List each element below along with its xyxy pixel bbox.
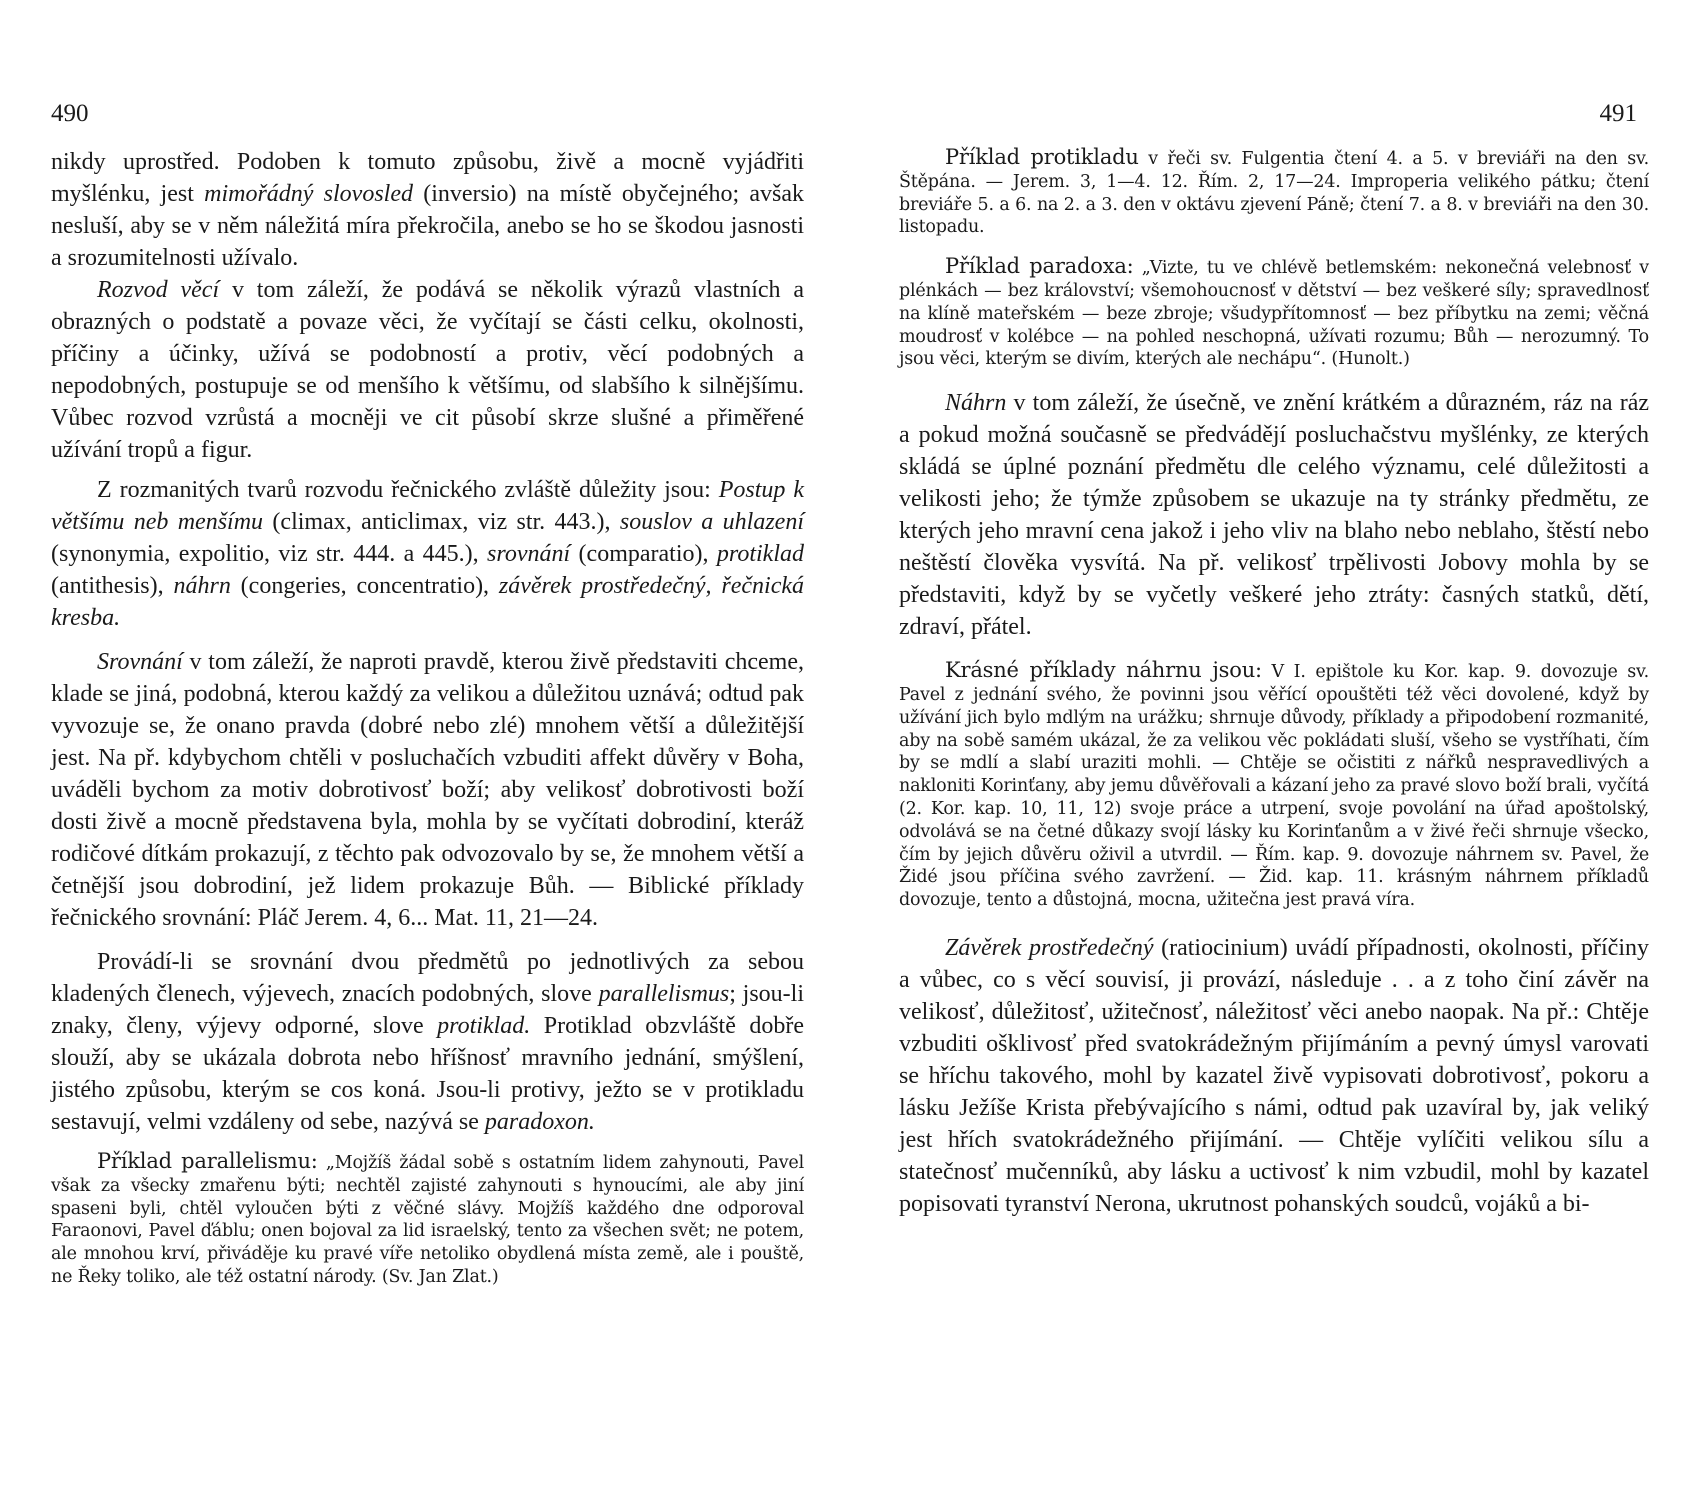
- paragraph: nikdy uprostřed. Podoben k tomuto způsobu, živě a mocně vyjádřiti myšlénku, jest mimořádný slovosled (inversio) na místě obyčejného; avšak nesluší, aby se v něm náležitá míra překročila, anebo se ho se škodou jasnosti a srozumitelnosti užívalo.: [51, 149, 804, 271]
- text-column: [899, 146, 1649, 1220]
- paragraph: Náhrn v tom záleží, že úsečně, ve znění krátkém a důrazném, ráz na ráz a pokud možná současně se předvádějí posluchačstvu myšlénky, ze kterých skládá se úplné poznání předmětu dle celého významu, celé důležitosti a velikosti jeho; že týmže způsobem se ukazuje na ty stránky předmětu, ze kterých jeho mravní cena jakož i jeho vliv na blaho nebo neblaho, štěstí nebo neštěstí člověka vysvítá. Na př. velikosť trpělivosti Jobovy mohla by se představiti, když by se vyčetly veškeré jeho ztráty: časných statků, dětí, zdraví, přátel.: [899, 390, 1649, 641]
- paragraph: Závěrek prostředečný (ratiocinium) uvádí případnosti, okolnosti, příčiny a vůbec, co s věcí souvisí, ji provází, následuje . . a z toho činí závěr na velikosť, důležitosť, užitečnosť, náležitosť věci anebo naopak. Na př.: Chtěje vzbuditi ošklivosť před svatokrádežným přijímáním a pevný úmysl varovati se hříchu takového, mohl by kazatel živě vypisovati dobrotivosť, pokoru a lásku Ježíše Krista přebývajícího s námi, odtud pak uzavíral by, jak veliký jest hřích svatokrádežného přijímání. — Chtěje vylíčiti velikou sílu a statečnosť mučenníků, aby lásku a uctivosť k nim vzbudil, mohl by kazatel popisovati tyranství Nerona, ukrutnost pohanských soudců, vojáků a bi-: [899, 934, 1649, 1217]
- page-number: 491: [1599, 100, 1637, 127]
- paragraph: Srovnání v tom záleží, že naproti pravdě, kterou živě představiti chceme, klade se jiná, podobná, kterou každý za velikou a důležitou uznává; odtud pak vyvozuje se, že onano pravda (dobré nebo zlé) mnohem větší a důležitější jest. Na př. kdybychom chtěli v posluchačích vzbuditi affekt důvěry v Boha, uváděli bychom za motiv dobrotivosť boží; aby velikosť dobrotivosti boží dosti živě a mocně představena byla, mohla by se vyčítati dobrodiní, kteráž rodičové dítkám prokazují, z těchto pak odvozovalo by se, že mnohem větší a četnější jsou dobrodiní, jež lidem prokazuje Bůh. — Biblické příklady řečnického srovnání: Pláč Jerem. 4, 6... Mat. 11, 21—24.: [51, 649, 804, 931]
- example-paragraph: Příklad protikladu v řeči sv. Fulgentia čtení 4. a 5. v breviáři na den sv. Štěpána. — Jerem. 3, 1—4. 12. Řím. 2, 17—24. Improperia velikého pátku; čtení breviáře 5. a 6. na 2. a 3. den v oktávu zjevení Páně; čtení 7. a 8. v breviáři na den 30. listopadu.: [899, 145, 1649, 238]
- paragraph: Z rozmanitých tvarů rozvodu řečnického zvláště důležity jsou: Postup k většímu neb menšímu (climax, anticlimax, viz str. 443.), souslov a uhlazení (synonymia, expolitio, viz str. 444. a 445.), srovnání (comparatio), protiklad (antithesis), náhrn (congeries, concentratio), závěrek prostředečný, řečnická kresba.: [51, 477, 805, 631]
- paragraph: Provádí-li se srovnání dvou předmětů po jednotlivých za sebou kladených členech, výjevech, znacích podobných, slove parallelismus; jsou-li znaky, členy, výjevy odporné, slove protiklad. Protiklad obzvláště dobře slouží, aby se ukázala dobrota nebo hříšnosť mravního jednání, smýšlení, jistého způsobu, kterým se cos koná. Jsou-li protivy, ježto se v protikladu sestavují, velmi vzdáleny od sebe, nazývá se paradoxon.: [51, 949, 804, 1135]
- paragraph: Rozvod věcí v tom záleží, že podává se několik výrazů vlastních a obrazných o podstatě a povaze věci, že vyčítají se části celku, okolnosti, příčiny a účinky, užívá se podobností a protiv, věcí podobných a nepodobných, postupuje se od menšího k většímu, od slabšího k silnějšímu. Vůbec rozvod vzrůstá a mocněji ve cit působí skrze slušné a přiměřené užívání tropů a figur.: [51, 277, 805, 463]
- page-number: 490: [51, 100, 89, 127]
- text-column: [51, 146, 804, 1289]
- example-paragraph: Příklad paradoxa: „Vizte, tu ve chlévě betlemském: nekonečná velebnosť v plénkách — bez království; všemohoucnosť v dětství — bez veškeré síly; spravedlnosť na klíně mateřském — beze zbroje; všudypřítomnosť — bez příbytku na zemi; věčná moudrosť v kolébce — na pohled neschopná, užívati rozumu; Bůh — nerozumný. To jsou věci, kterým se divím, kterých ale nechápu“. (Hunolt.): [899, 254, 1649, 370]
- example-paragraph: Příklad parallelismu: „Mojžíš žádal sobě s ostatním lidem zahynouti, Pavel však za všecky zmařenu býti; nechtěl zajisté zahynouti s hynoucími, ale aby jiní spaseni byli, chtěl vyloučen býti z věčné slávy. Mojžíš každého dne odporoval Faraonovi, Pavel ďáblu; onen bojoval za lid israelský, tento za všechen svět; ne potem, ale mnohou krví, přiváděje ku pravé víře netoliko obydlená místa země, ale i pouště, ne Řeky toliko, ale též ostatní národy. (Sv. Jan Zlat.): [51, 1149, 804, 1287]
- example-paragraph: Krásné příklady náhrnu jsou: V I. epištole ku Kor. kap. 9. dovozuje sv. Pavel z jednání svého, že povinni jsou věřící opouštěti též věci dovolené, když by užívání jich bylo mdlým na urážku; shrnuje důvody, příklady a připodobení rozmanité, aby na sobě samém ukázal, že za velikou věc pokládati sluší, všeho se vystříhati, čím by se mdlí a slabí uraziti mohli. — Chtěje se očistiti z nářků nespravedlivých a nakloniti Korinťany, aby jemu důvěřovali a kázaní jeho za pravé slovo boží brali, vyčítá (2. Kor. kap. 10, 11, 12) svoje práce a utrpení, svoje povolání na úřad apoštolský, odvolává se na četné důkazy svojí lásky ku Korinťanům a v živé řeči shrnuje všecko, čím by jejich důvěru oživil a utvrdil. — Řím. kap. 9. dovozuje náhrnem sv. Pavel, že Židé jsou příčina svého zavržení. — Žid. kap. 11. krásným náhrnem příkladů dovozuje, tento a důstojná, mocna, užitečna jest pravá víra.: [899, 658, 1649, 911]
- right-page: [844, 0, 1688, 1501]
